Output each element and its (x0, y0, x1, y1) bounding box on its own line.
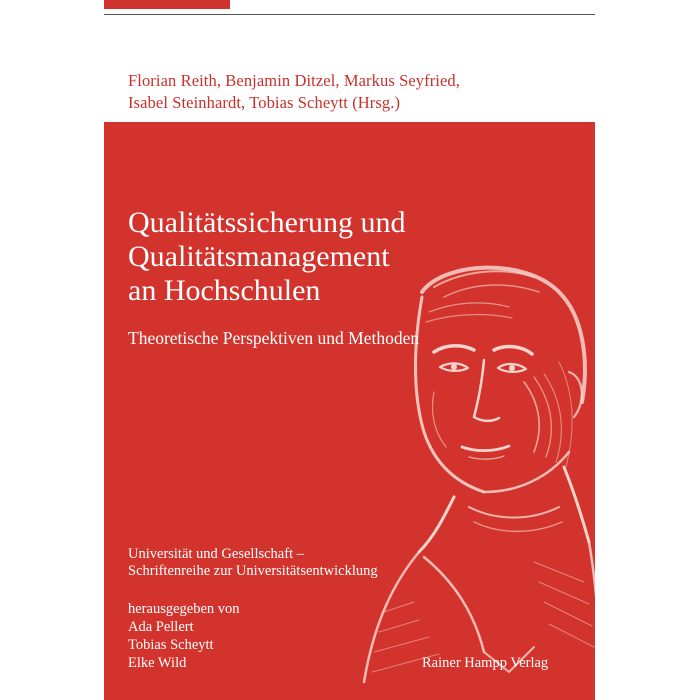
series-line: Schriftenreihe zur Universitätsentwicklung (128, 563, 378, 579)
book-title (128, 206, 548, 308)
editors-line: Isabel Steinhardt, Tobias Scheytt (Hrsg.) (128, 93, 401, 112)
book-subtitle: Theoretische Perspektiven und Methoden (128, 328, 420, 348)
series-editors-label: herausgegeben von (128, 601, 240, 617)
series-editors (128, 600, 328, 672)
top-rule (104, 14, 595, 15)
editors-line: Florian Reith, Benjamin Ditzel, Markus Seyfried, (128, 71, 460, 90)
title-line: Qualitätsmanagement (128, 240, 390, 273)
series-line: Universität und Gesellschaft – (128, 546, 304, 562)
title-line: an Hochschulen (128, 274, 321, 307)
series-editor-name: Tobias Scheytt (128, 637, 214, 653)
title-line: Qualitätssicherung und (128, 206, 406, 239)
book-series (128, 546, 468, 580)
series-editor-name: Elke Wild (128, 655, 187, 671)
cover-panel (104, 122, 595, 700)
top-accent-bar (104, 0, 230, 9)
book-editors (128, 70, 568, 114)
portrait-illustration (334, 252, 595, 700)
series-editor-name: Ada Pellert (128, 619, 194, 635)
publisher-name: Rainer Hampp Verlag (422, 655, 549, 671)
